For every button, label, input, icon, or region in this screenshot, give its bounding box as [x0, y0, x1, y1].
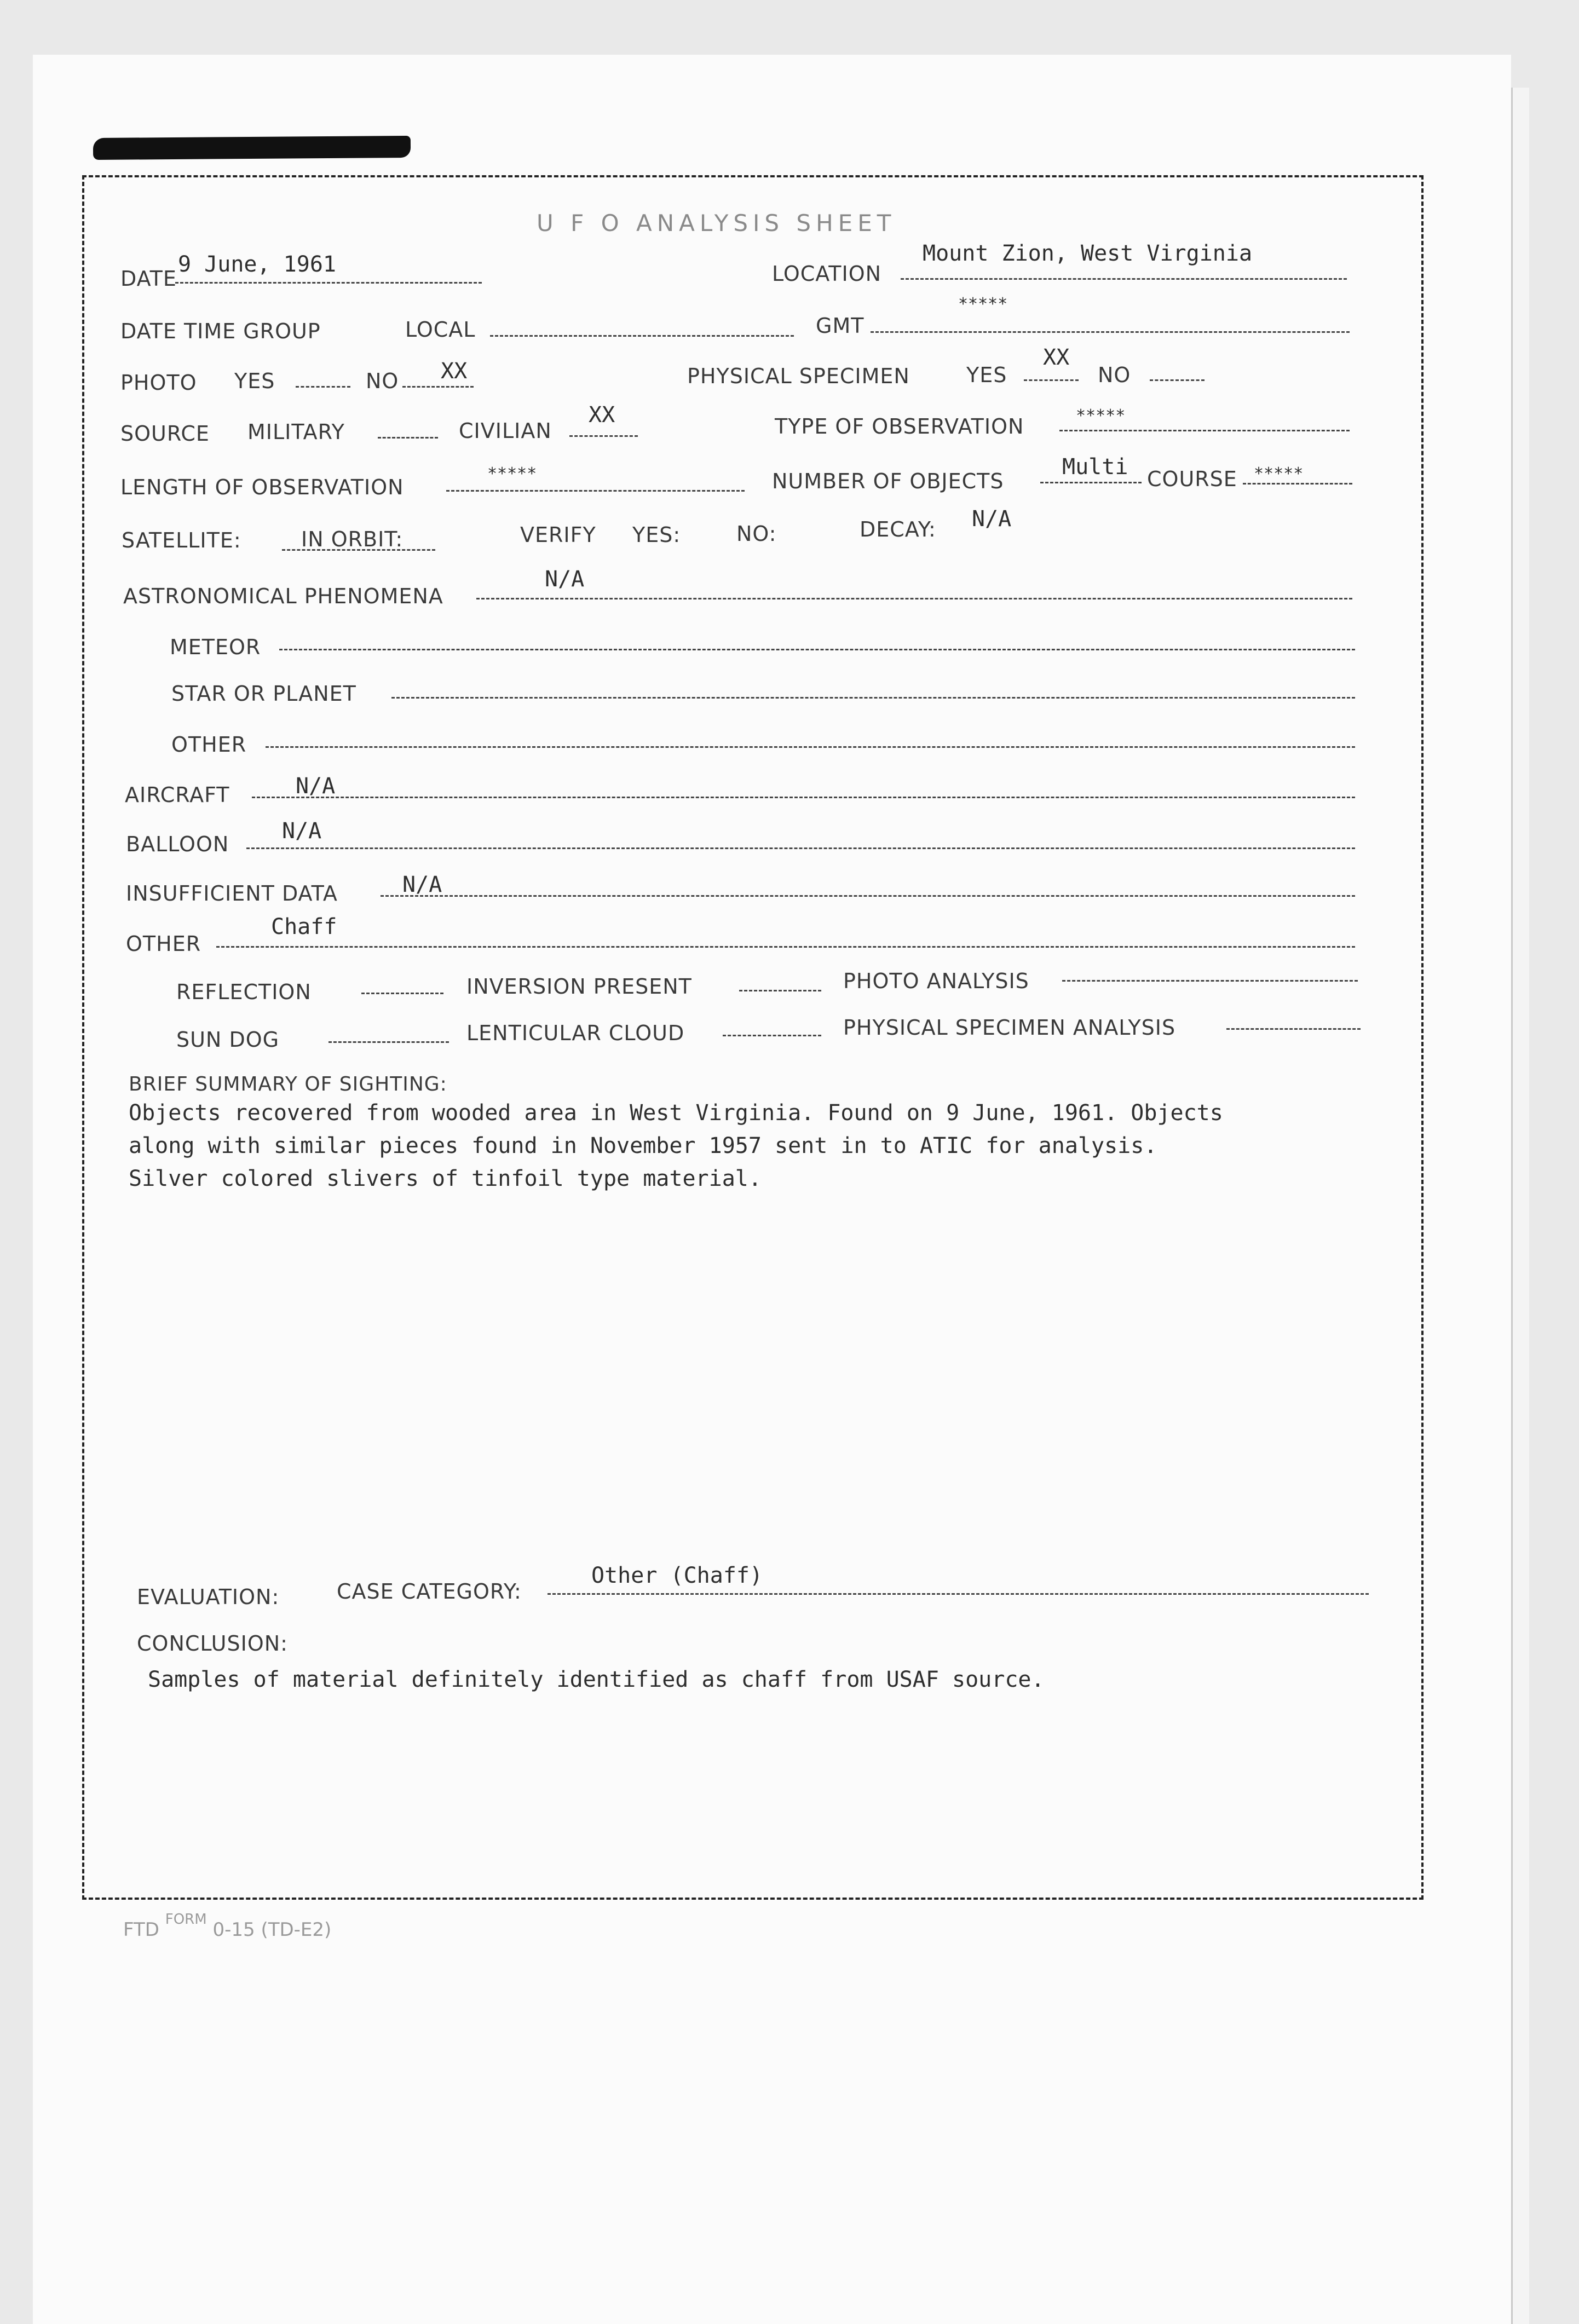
aircraft-value: N/A [296, 774, 336, 799]
reflection-line [361, 993, 443, 994]
date-time-group-label: DATE TIME GROUP [120, 319, 321, 343]
redaction-bar [93, 136, 411, 160]
star-or-planet-label: STAR OR PLANET [171, 682, 356, 706]
case-category-line [548, 1593, 1369, 1595]
physical-specimen-analysis-label: PHYSICAL SPECIMEN ANALYSIS [843, 1016, 1176, 1040]
course-value: ***** [1254, 464, 1304, 483]
number-of-objects-value: Multi [1062, 454, 1128, 480]
balloon-label: BALLOON [126, 832, 229, 856]
conclusion-text: Samples of material definitely identified as chaff from USAF source. [148, 1667, 1045, 1692]
balloon-line [246, 847, 1355, 849]
insufficient-data-line [381, 895, 1355, 897]
lenticular-cloud-label: LENTICULAR CLOUD [466, 1021, 685, 1045]
physical-specimen-no-label: NO [1098, 363, 1131, 387]
date-line [175, 282, 482, 284]
form-footer [123, 1911, 332, 1941]
lenticular-cloud-line [723, 1035, 821, 1036]
case-category-value: Other (Chaff) [591, 1563, 763, 1588]
other2-value: Chaff [271, 914, 337, 939]
in-orbit-line [282, 549, 435, 551]
footer-form: FORM [165, 1911, 207, 1928]
sun-dog-line [329, 1041, 449, 1043]
civilian-line [569, 435, 638, 437]
photo-no-line [402, 386, 474, 388]
meteor-label: METEOR [170, 635, 261, 659]
brief-summary-label: BRIEF SUMMARY OF SIGHTING: [129, 1073, 447, 1095]
location-value: Mount Zion, West Virginia [923, 241, 1253, 266]
balloon-value: N/A [282, 818, 322, 844]
military-label: MILITARY [247, 420, 345, 444]
verify-no-label: NO: [736, 522, 777, 546]
location-label: LOCATION [772, 262, 882, 286]
reflection-label: REFLECTION [176, 980, 312, 1004]
length-of-observation-label: LENGTH OF OBSERVATION [120, 475, 404, 499]
star-or-planet-line [391, 697, 1355, 699]
summary-text [129, 1097, 1388, 1195]
physical-specimen-yes-label: YES [966, 363, 1007, 387]
astronomical-phenomena-value: N/A [545, 567, 585, 592]
physical-specimen-yes-value: XX [1043, 345, 1070, 370]
photo-label: PHOTO [120, 371, 197, 395]
decay-label: DECAY: [860, 517, 936, 541]
gmt-value: ***** [958, 295, 1008, 314]
civilian-value: XX [589, 402, 615, 428]
date-value: 9 June, 1961 [178, 252, 336, 277]
summary-line-2: along with similar pieces found in November 1957 sent in to ATIC for analysis. [129, 1133, 1157, 1158]
physical-specimen-yes-line [1024, 379, 1079, 381]
evaluation-label: EVALUATION: [137, 1585, 280, 1609]
local-label: LOCAL [405, 318, 476, 342]
other2-label: OTHER [126, 932, 201, 956]
other2-line [216, 946, 1355, 948]
location-line [901, 278, 1347, 280]
summary-line-1: Objects recovered from wooded area in West Virginia. Found on 9 June, 1961. Objects [129, 1100, 1223, 1126]
physical-specimen-analysis-line [1226, 1028, 1361, 1030]
type-of-observation-value: ***** [1076, 406, 1126, 425]
type-of-observation-label: TYPE OF OBSERVATION [775, 414, 1024, 439]
satellite-label: SATELLITE: [122, 528, 241, 552]
course-label: COURSE [1147, 467, 1237, 491]
inversion-present-line [739, 990, 821, 991]
physical-specimen-label: PHYSICAL SPECIMEN [687, 364, 910, 388]
source-label: SOURCE [120, 422, 210, 446]
number-of-objects-label: NUMBER OF OBJECTS [772, 469, 1004, 493]
physical-specimen-no-line [1150, 379, 1205, 381]
verify-label: VERIFY [520, 523, 596, 547]
astronomical-phenomena-line [476, 598, 1352, 599]
civilian-label: CIVILIAN [459, 419, 552, 443]
insufficient-data-label: INSUFFICIENT DATA [126, 881, 338, 906]
in-orbit-label: IN ORBIT: [301, 527, 404, 551]
local-line [490, 335, 794, 337]
meteor-line [279, 649, 1355, 650]
photo-analysis-label: PHOTO ANALYSIS [843, 969, 1029, 993]
other-label: OTHER [171, 733, 247, 757]
gmt-line [871, 331, 1350, 333]
conclusion-label: CONCLUSION: [137, 1631, 288, 1656]
astronomical-phenomena-label: ASTRONOMICAL PHENOMENA [123, 584, 443, 608]
verify-yes-label: YES: [632, 523, 681, 547]
footer-ftd: FTD [123, 1919, 159, 1941]
length-of-observation-value: ***** [487, 464, 537, 483]
aircraft-label: AIRCRAFT [125, 783, 230, 807]
aircraft-line [252, 797, 1355, 798]
type-of-observation-line [1059, 430, 1350, 431]
photo-no-label: NO [366, 369, 399, 393]
photo-yes-label: YES [234, 369, 275, 393]
course-line [1243, 483, 1352, 485]
date-label: DATE [120, 267, 177, 291]
photo-yes-line [296, 386, 350, 388]
number-of-objects-line [1040, 482, 1142, 483]
photo-no-value: XX [441, 359, 468, 384]
sun-dog-label: SUN DOG [176, 1028, 280, 1052]
other-line [266, 746, 1355, 748]
sheet-title: U F O ANALYSIS SHEET [537, 210, 896, 237]
photo-analysis-line [1062, 980, 1358, 982]
case-category-label: CASE CATEGORY: [337, 1579, 522, 1604]
decay-value: N/A [972, 506, 1012, 532]
military-line [378, 437, 438, 439]
page-edge [1511, 88, 1529, 2324]
gmt-label: GMT [816, 314, 865, 338]
insufficient-data-value: N/A [402, 872, 442, 897]
summary-line-3: Silver colored slivers of tinfoil type material. [129, 1166, 762, 1191]
inversion-present-label: INVERSION PRESENT [466, 974, 692, 999]
footer-number: 0-15 (TD-E2) [212, 1919, 332, 1941]
length-of-observation-line [446, 490, 745, 492]
